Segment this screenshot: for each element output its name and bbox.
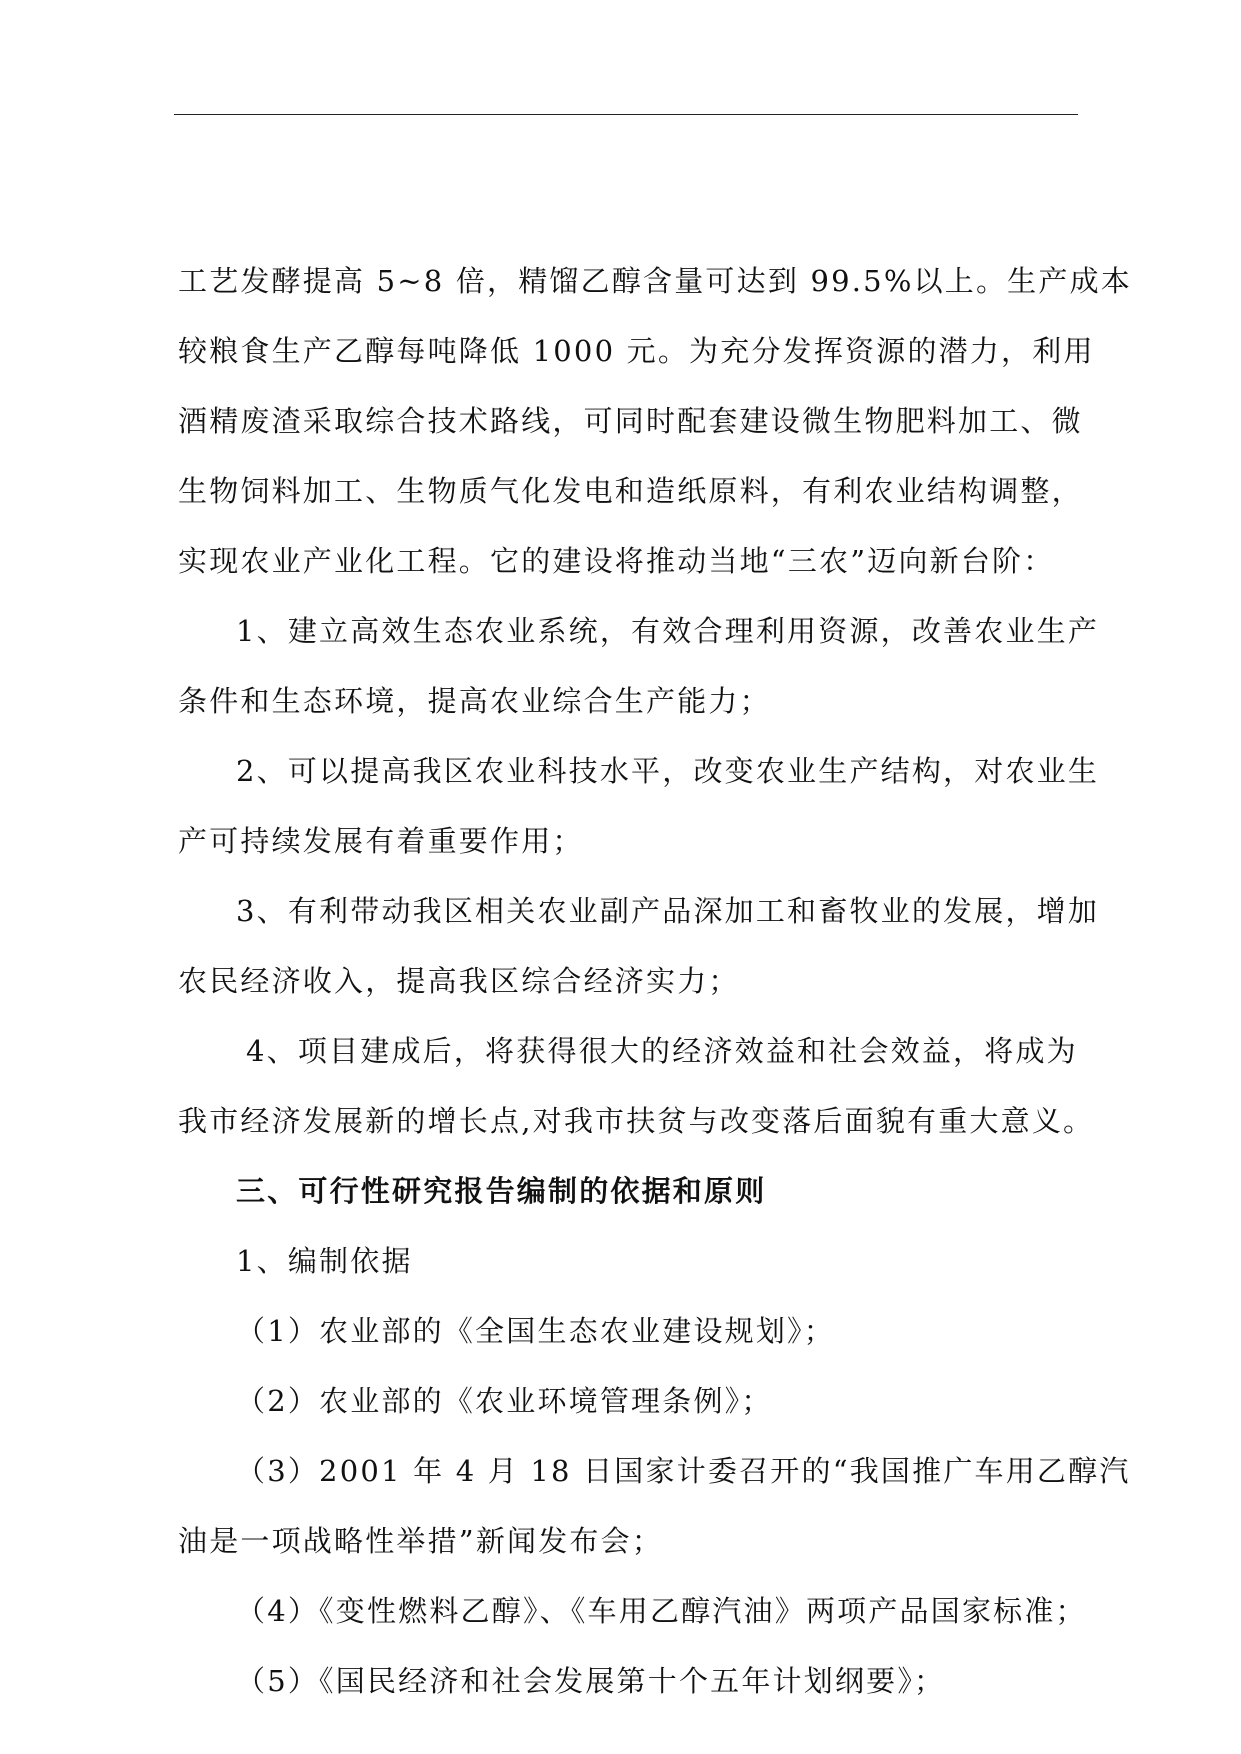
subsection-heading: 1、编制依据 (236, 1244, 413, 1278)
section-heading: 三、可行性研究报告编制的依据和原则 (236, 1174, 767, 1208)
benefit-item-4: 4、项目建成后，将获得很大的经济效益和社会效益，将成为 (246, 1034, 1078, 1068)
intro-line: 工艺发酵提高 5~8 倍，精馏乙醇含量可达到 99.5%以上。生产成本 (178, 264, 1132, 298)
intro-line: 实现农业产业化工程。它的建设将推动当地“三农”迈向新台阶： (178, 544, 1055, 578)
intro-line: 较粮食生产乙醇每吨降低 1000 元。为充分发挥资源的潜力，利用 (178, 334, 1095, 368)
basis-item-3-cont: 油是一项战略性举措”新闻发布会； (178, 1524, 664, 1558)
benefit-item-2-cont: 产可持续发展有着重要作用； (178, 824, 584, 858)
benefit-item-3: 3、有利带动我区相关农业副产品深加工和畜牧业的发展，增加 (236, 894, 1100, 928)
intro-line: 酒精废渣采取综合技术路线，可同时配套建设微生物肥料加工、微 (178, 404, 1083, 438)
basis-item-1: （1）农业部的《全国生态农业建设规划》； (236, 1314, 835, 1348)
benefit-item-1: 1、建立高效生态农业系统，有效合理利用资源，改善农业生产 (236, 614, 1100, 648)
basis-item-2: （2）农业部的《农业环境管理条例》； (236, 1384, 773, 1418)
benefit-item-1-cont: 条件和生态环境，提高农业综合生产能力； (178, 684, 771, 718)
basis-item-4: （4）《变性燃料乙醇》、《车用乙醇汽油》两项产品国家标准； (236, 1594, 1087, 1628)
basis-item-3: （3）2001 年 4 月 18 日国家计委召开的“我国推广车用乙醇汽 (236, 1454, 1131, 1488)
basis-item-5: （5）《国民经济和社会发展第十个五年计划纲要》； (236, 1664, 946, 1698)
benefit-item-2: 2、可以提高我区农业科技水平，改变农业生产结构，对农业生 (236, 754, 1100, 788)
header-rule (174, 114, 1078, 115)
benefit-item-3-cont: 农民经济收入，提高我区综合经济实力； (178, 964, 740, 998)
body-text (178, 246, 1132, 1716)
benefit-item-4-cont: 我市经济发展新的增长点,对我市扶贫与改变落后面貌有重大意义。 (178, 1104, 1095, 1138)
intro-line: 生物饲料加工、生物质气化发电和造纸原料，有利农业结构调整， (178, 474, 1083, 508)
